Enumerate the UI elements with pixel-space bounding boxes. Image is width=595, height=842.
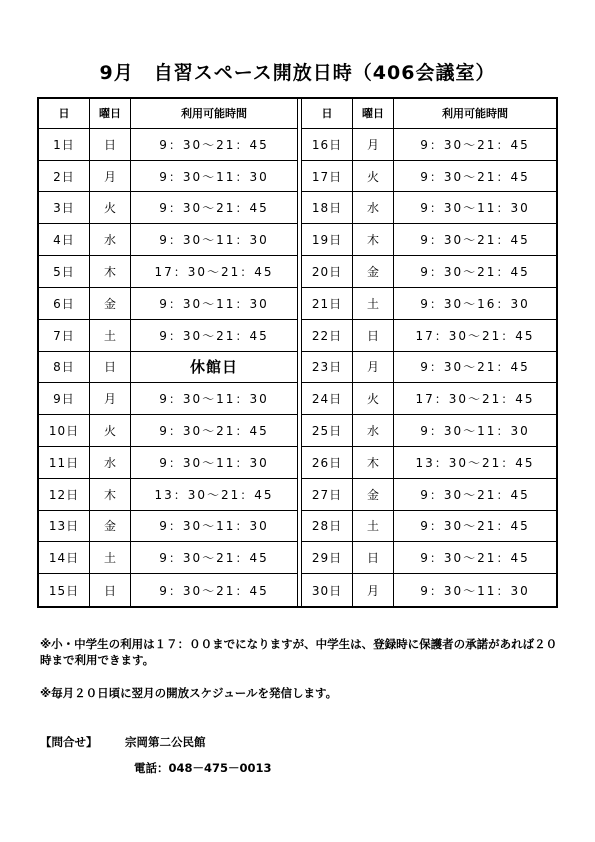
note-student-usage: ※小・中学生の利用は１７：００までになりますが、中学生は、登録時に保護者の承諾があれば２０時まで利用できます。 [40,637,558,667]
day-cell: 20日 [302,256,353,287]
hours-cell: 17：30～21：45 [154,264,274,279]
table-row [302,288,556,320]
header-day: 日 [302,99,353,128]
hours-cell: 9：30～21：45 [159,328,269,343]
day-cell: 4日 [39,224,90,255]
table-row [39,511,297,543]
day-cell: 16日 [302,129,353,160]
day-cell: 21日 [302,288,353,319]
table-row [302,129,556,161]
weekday-cell: 金 [90,511,131,542]
table-row [39,352,297,384]
day-cell: 3日 [39,192,90,223]
weekday-cell: 月 [353,574,394,606]
header-weekday: 曜日 [90,99,131,128]
day-cell: 11日 [39,447,90,478]
table-header-row [39,99,297,129]
table-row [302,415,556,447]
table-row [302,511,556,543]
day-cell: 10日 [39,415,90,446]
table-row [302,383,556,415]
table-header-row [302,99,556,129]
contact-phone: 電話：048－475－0013 [134,761,272,775]
weekday-cell: 日 [353,320,394,351]
closed-day-cell: 休館日 [189,358,238,377]
hours-cell: 9：30～11：30 [159,169,269,184]
weekday-cell: 日 [90,129,131,160]
hours-cell: 13：30～21：45 [154,487,274,502]
weekday-cell: 月 [90,383,131,414]
weekday-cell: 火 [353,383,394,414]
day-cell: 17日 [302,161,353,192]
weekday-cell: 水 [90,447,131,478]
hours-cell: 9：30～21：45 [420,169,530,184]
table-row [302,161,556,193]
day-cell: 26日 [302,447,353,478]
hours-cell: 9：30～21：45 [159,201,269,216]
weekday-cell: 火 [90,192,131,223]
hours-cell: 9：30～11：30 [159,233,269,248]
day-cell: 22日 [302,320,353,351]
day-cell: 23日 [302,352,353,383]
table-row [302,320,556,352]
table-row [302,192,556,224]
hours-cell: 9：30～11：30 [159,455,269,470]
weekday-cell: 月 [90,161,131,192]
weekday-cell: 水 [353,415,394,446]
day-cell: 25日 [302,415,353,446]
table-row [39,256,297,288]
note-schedule-release: ※毎月２０日頃に翌月の開放スケジュールを発信します。 [40,686,338,700]
table-row [302,542,556,574]
weekday-cell: 火 [353,161,394,192]
table-row [39,320,297,352]
table-row [302,352,556,384]
weekday-cell: 月 [353,129,394,160]
day-cell: 2日 [39,161,90,192]
hours-cell: 9：30～16：30 [420,296,530,311]
hours-cell: 9：30～21：45 [159,583,269,598]
table-row [39,479,297,511]
header-day: 日 [39,99,90,128]
hours-cell: 9：30～21：45 [420,137,530,152]
day-cell: 30日 [302,574,353,606]
table-row [39,288,297,320]
table-row [39,161,297,193]
table-row [302,479,556,511]
weekday-cell: 日 [90,352,131,383]
weekday-cell: 水 [353,192,394,223]
day-cell: 14日 [39,542,90,573]
day-cell: 5日 [39,256,90,287]
table-row [39,415,297,447]
header-hours: 利用可能時間 [181,107,247,121]
day-cell: 15日 [39,574,90,606]
page-title: 9月 自習スペース開放日時（406会議室） [99,62,496,84]
weekday-cell: 木 [353,447,394,478]
hours-cell: 17：30～21：45 [415,392,535,407]
weekday-cell: 金 [353,256,394,287]
table-row [302,574,556,606]
table-row [302,256,556,288]
header-hours: 利用可能時間 [442,107,508,121]
schedule-table [37,97,558,608]
weekday-cell: 日 [90,574,131,606]
hours-cell: 9：30～21：45 [159,137,269,152]
contact-label: 【問合せ】 [40,735,98,749]
day-cell: 8日 [39,352,90,383]
weekday-cell: 日 [353,542,394,573]
table-row [302,447,556,479]
day-cell: 18日 [302,192,353,223]
table-row [39,224,297,256]
table-row [39,542,297,574]
hours-cell: 9：30～21：45 [159,424,269,439]
table-row [39,192,297,224]
weekday-cell: 金 [90,288,131,319]
header-weekday: 曜日 [353,99,394,128]
weekday-cell: 木 [353,224,394,255]
weekday-cell: 火 [90,415,131,446]
hours-cell: 9：30～11：30 [420,583,530,598]
weekday-cell: 水 [90,224,131,255]
weekday-cell: 木 [90,256,131,287]
day-cell: 12日 [39,479,90,510]
weekday-cell: 月 [353,352,394,383]
day-cell: 6日 [39,288,90,319]
day-cell: 28日 [302,511,353,542]
weekday-cell: 土 [353,288,394,319]
hours-cell: 9：30～21：45 [420,519,530,534]
weekday-cell: 土 [90,542,131,573]
table-row [302,224,556,256]
hours-cell: 9：30～21：45 [420,551,530,566]
hours-cell: 9：30～11：30 [420,201,530,216]
day-cell: 19日 [302,224,353,255]
hours-cell: 13：30～21：45 [415,455,535,470]
weekday-cell: 木 [90,479,131,510]
table-row [39,383,297,415]
hours-cell: 9：30～21：45 [420,487,530,502]
weekday-cell: 金 [353,479,394,510]
hours-cell: 9：30～21：45 [420,233,530,248]
hours-cell: 9：30～21：45 [159,551,269,566]
hours-cell: 17：30～21：45 [415,328,535,343]
day-cell: 27日 [302,479,353,510]
contact-name: 宗岡第二公民館 [125,735,206,749]
table-row [39,447,297,479]
hours-cell: 9：30～11：30 [420,424,530,439]
hours-cell: 9：30～21：45 [420,264,530,279]
day-cell: 9日 [39,383,90,414]
hours-cell: 9：30～11：30 [159,296,269,311]
weekday-cell: 土 [90,320,131,351]
day-cell: 29日 [302,542,353,573]
schedule-left-half [39,99,298,606]
table-row [39,129,297,161]
table-row [39,574,297,606]
weekday-cell: 土 [353,511,394,542]
hours-cell: 9：30～11：30 [159,519,269,534]
schedule-right-half [302,99,556,606]
day-cell: 1日 [39,129,90,160]
day-cell: 24日 [302,383,353,414]
day-cell: 13日 [39,511,90,542]
day-cell: 7日 [39,320,90,351]
hours-cell: 9：30～11：30 [159,392,269,407]
hours-cell: 9：30～21：45 [420,360,530,375]
